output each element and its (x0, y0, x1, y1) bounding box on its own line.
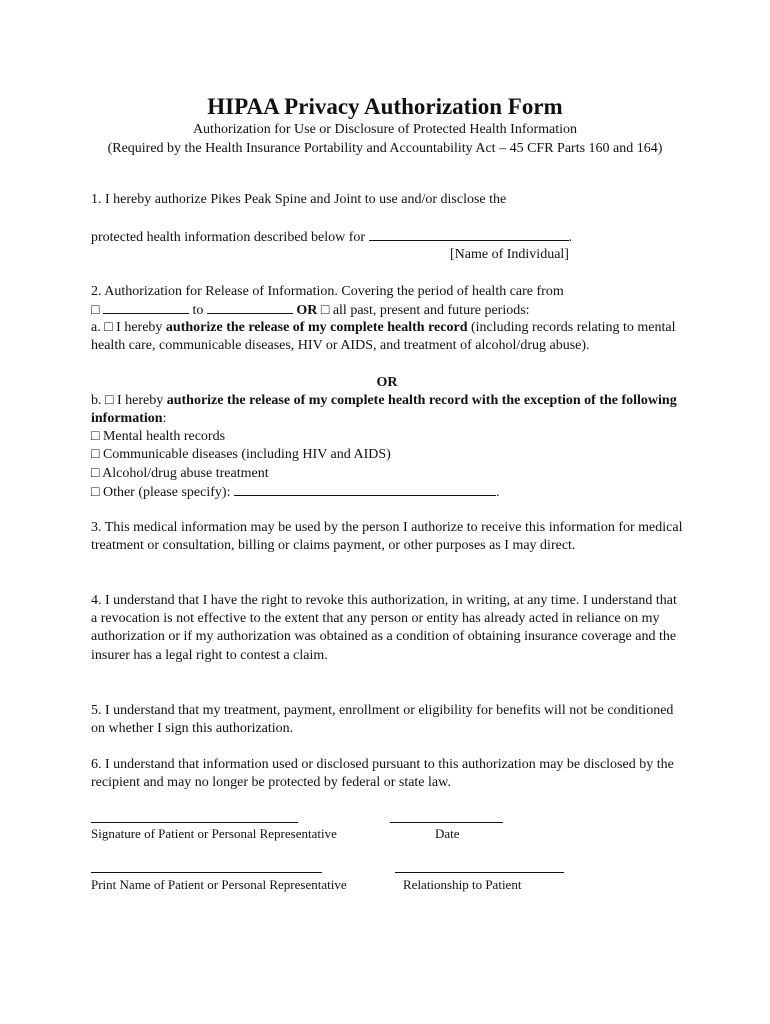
exception-option-other (91, 483, 683, 502)
section-1-text: protected health information described below for (91, 230, 366, 245)
section-2-intro: 2. Authorization for Release of Information. Covering the period of health care from (91, 284, 564, 299)
all-periods-checkbox[interactable]: □ (320, 303, 330, 318)
option-b-bold: authorize the release of my complete health record with the exception of the following information (91, 393, 677, 427)
other-specify-field[interactable] (234, 483, 496, 496)
section-4: 4. I understand that I have the right to revoke this authorization, in writing, at any time. I understand that a revocation is not effective to the extent that any person or entity has already acted in reliance on my authorization or if my authorization was obtained as a condition of obtaining insurance coverage and the insurer has a legal right to contest a claim. (91, 593, 677, 663)
option-b-prefix[interactable]: b. □ I hereby (91, 393, 164, 408)
form-regulation-note: (Required by the Health Insurance Portability and Accountability Act – 45 CFR Parts 160 and 164) (107, 141, 663, 156)
period-range-checkbox[interactable]: □ (91, 303, 100, 318)
signature-label: Signature of Patient or Personal Representative (91, 826, 337, 841)
exception-option-communicable[interactable]: □ Communicable diseases (including HIV and AIDS) (91, 447, 391, 462)
section-1-line-1: 1. I hereby authorize Pikes Peak Spine and Joint to use and/or disclose the (91, 192, 507, 207)
relationship-line[interactable] (395, 872, 564, 873)
section-3: 3. This medical information may be used by the person I authorize to receive this information for medical treatment or consultation, billing or claims payment, or other purposes as I may direct. (91, 520, 683, 554)
to-label: to (192, 303, 204, 318)
option-a-prefix[interactable]: a. □ I hereby (91, 320, 163, 335)
option-b-paragraph (91, 392, 683, 428)
individual-name-field[interactable] (369, 228, 569, 241)
exception-option-alcohol-drug[interactable]: □ Alcohol/drug abuse treatment (91, 466, 269, 481)
option-a-bold: authorize the release of my complete health record (165, 320, 468, 335)
section-6: 6. I understand that information used or disclosed pursuant to this authorization may be disclosed by the recipient and may no longer be protected by federal or state law. (91, 757, 674, 791)
name-of-individual-label: [Name of Individual] (450, 247, 569, 262)
option-b-colon: : (162, 411, 167, 427)
all-periods-label: all past, present and future periods: (332, 303, 530, 318)
period-end-field[interactable] (207, 301, 293, 314)
other-period: . (495, 485, 500, 500)
exception-option-mental-health[interactable]: □ Mental health records (91, 429, 226, 444)
option-a-rest: (including records relating to mental health care, communicable diseases, HIV or AIDS, and treatment of alcohol/drug abuse). (91, 320, 676, 354)
section-1-period: . (568, 230, 573, 245)
print-name-line[interactable] (91, 872, 322, 873)
period-start-field[interactable] (103, 301, 189, 314)
section-1-line-2 (91, 228, 683, 247)
or-label: OR (296, 303, 318, 318)
relationship-label: Relationship to Patient (403, 877, 522, 892)
section-5: 5. I understand that my treatment, payment, enrollment or eligibility for benefits will not be conditioned on whether I sign this authorization. (91, 703, 674, 737)
date-label: Date (435, 826, 460, 841)
print-name-label: Print Name of Patient or Personal Representative (91, 877, 347, 892)
other-checkbox-label[interactable]: □ Other (please specify): (91, 485, 231, 500)
or-divider: OR (376, 375, 398, 390)
form-title: HIPAA Privacy Authorization Form (207, 94, 563, 119)
date-line[interactable] (390, 822, 503, 823)
form-subtitle: Authorization for Use or Disclosure of Protected Health Information (192, 122, 578, 137)
signature-line[interactable] (91, 822, 298, 823)
section-2-period-line (91, 301, 683, 320)
option-a-paragraph (91, 319, 683, 355)
